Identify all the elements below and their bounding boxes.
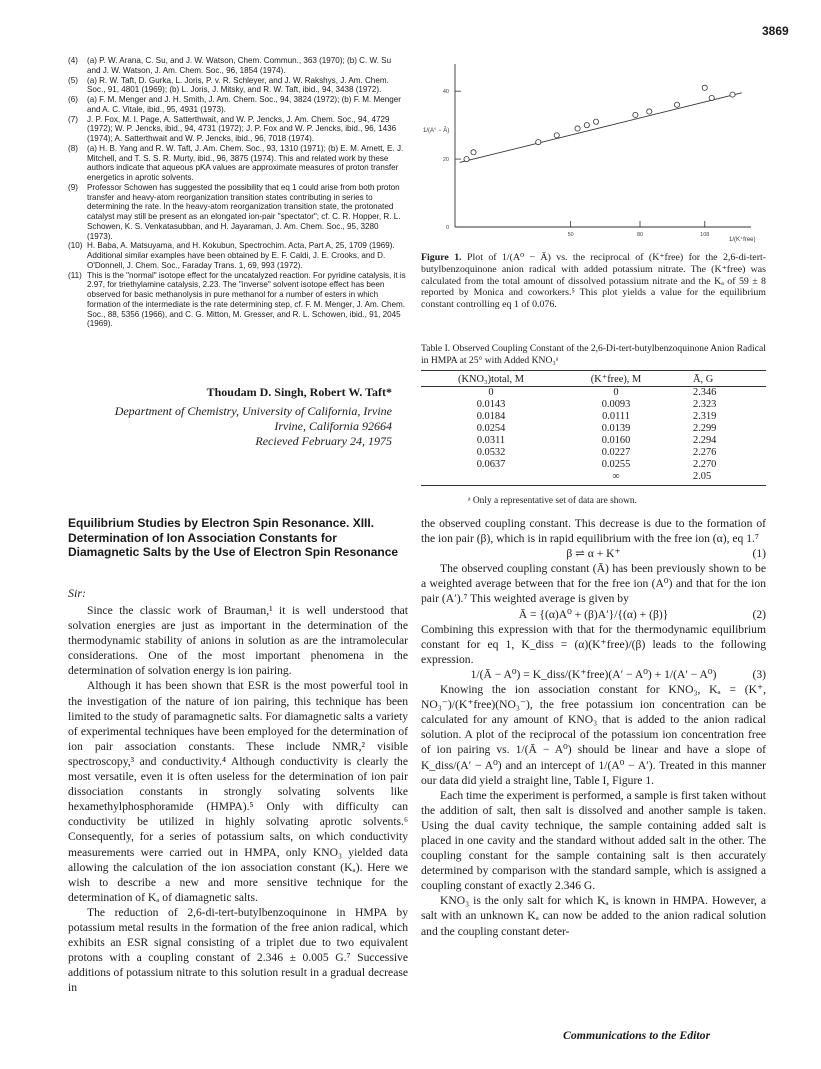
y-tick-label: 0 [445, 225, 449, 231]
paragraph: Knowing the ion association constant for KNO₃, Kₐ = (K⁺, NO₃⁻)/(K⁺free)(NO₃⁻), the free potassium ion concentration can be calculated for any amount of KNO₃ that is added to the anion radical solution. A plot of the reciprocal of the potassium ion concentration free of ion pairing vs. 1/(Ā − A⁰) should be linear and have a slope of K_diss/(A′ − A⁰) and an intercept of 1/(A⁰ − A′). Treated in this manner our data did yield a straight line, Table I, Figure 1. [421, 683, 766, 787]
data-point [674, 102, 679, 107]
reference-number: (11) [68, 270, 82, 280]
table-cell: 2.319 [693, 411, 717, 422]
paragraph: KNO₃ is the only salt for which Kₐ is known in HMPA. However, a salt with an unknown Kₐ can now be added to the anion radical solution and the coupling constant deter- [421, 894, 766, 938]
reference-number: (8) [68, 143, 78, 153]
table-cell: 0.0254 [476, 423, 506, 434]
data-point [647, 109, 652, 114]
y-axis-label: 1/(A° − Ā) [423, 128, 450, 134]
table-cell: 0.0160 [601, 435, 631, 446]
equation-2 [421, 607, 766, 622]
table-header-row [421, 371, 766, 387]
salutation: Sir: [68, 586, 86, 600]
reference-text: H. Baba, A. Matsuyama, and H. Kokubun, Spectrochim. Acta, Part A, 25, 1709 (1969). Additional similar examples have been obtained by E. F. Caldi, J. E. Crooks, and D. O'Donnell, J. Chem. Soc., Faraday Trans. 1, 69, 993 (1972). [87, 241, 395, 270]
x-tick-label: 50 [567, 232, 574, 238]
right-column-body [421, 516, 766, 939]
paragraph: Since the classic work of Brauman,¹ it is well understood that solvation energies are just as important in the determination of the thermodynamic stability of anions in solution as are the intramolecular considerations. One of the most important phenomena in the determination of solvation energy is ion pairing. [68, 604, 408, 678]
table-cell: 2.294 [693, 435, 717, 446]
equation-number: (3) [752, 667, 766, 681]
table-cell: 0.0184 [476, 411, 506, 422]
page-number: 3869 [762, 24, 789, 38]
data-point [471, 150, 476, 155]
reference [68, 95, 406, 115]
paragraph: The reduction of 2,6-di-tert-butylbenzoquinone in HMPA by potassium metal results in the formation of the free anion radical, which exhibits an ESR signal consisting of a triplet due to two equivalent protons with a coupling constant of 2.346 ± 0.005 G.⁷ Successive additions of potassium nitrate to this solution result in a gradual decrease in [68, 905, 408, 995]
table-row [421, 411, 766, 423]
data-table [421, 370, 766, 486]
reference-text: (a) P. W. Arana, C. Su, and J. W. Watson, Chem. Commun., 363 (1970); (b) C. W. Su and J. W. Watson, J. Am. Chem. Soc., 96, 1854 (1974). [87, 56, 392, 75]
reference-text: (a) R. W. Taft, D. Gurka, L. Joris, P. v. R. Schleyer, and J. W. Rakshys, J. Am. Chem. Soc., 91, 4801 (1969); (b) L. Joris, J. Mitsky, and R. W. Taft, ibid., 94, 3438 (1972). [87, 75, 389, 95]
table-cell: 0.0143 [476, 399, 506, 410]
equation-number: (1) [752, 547, 766, 561]
reference [68, 56, 406, 76]
reference-number: (4) [68, 56, 78, 65]
data-points [464, 85, 735, 162]
data-point [464, 156, 469, 161]
data-point [702, 85, 707, 90]
reference [68, 271, 406, 330]
author-list: Thoudam D. Singh, Robert W. Taft* [206, 385, 392, 399]
data-point [633, 112, 638, 117]
table-cell: 0.0637 [476, 459, 506, 470]
table-row [421, 423, 766, 435]
running-footer: Communications to the Editor [563, 1028, 711, 1042]
table-cell: 2.323 [693, 399, 717, 410]
table-cell: ∞ [561, 471, 671, 486]
reference-text: Professor Schowen has suggested the possibility that eq 1 could arise from both proton transfer and heavy-atom reorganization transition states contributing in series to determining the rate. In the heavy-atom reorganization transition state, the protonated catalyst may still be present as an elongated ion-pair "spectator"; cf. C. R. Hopper, R. L. Schowen, K. S. Venkatasubban, and H. Jayaraman, J. Am. Chem. Soc., 95, 3280 (1973). [87, 182, 401, 241]
table-cell: 2.346 [693, 387, 717, 398]
table-cell: 2.05 [671, 471, 766, 486]
paragraph: Each time the experiment is performed, a sample is first taken without the addition of salt, then salt is dissolved and another sample is taken. Using the dual cavity technique, the sample containing added salt is placed in one cavity and the standard without added salt in the other. The coupling constant for the sample containing salt is then accurately determined by comparison with the standard sample, which is assigned a coupling constant of exactly 2.346 G. [421, 788, 766, 893]
article-title: Equilibrium Studies by Electron Spin Resonance. XIII. Determination of Ion Association Constants for Diamagnetic Salts by the Use of Electron Spin Resonance [68, 516, 399, 560]
data-point [554, 133, 559, 138]
table-1 [421, 370, 766, 486]
table-row [421, 447, 766, 459]
y-tick-label: 20 [442, 157, 449, 164]
reference-text: (a) F. M. Menger and J. H. Smith, J. Am. Chem. Soc., 94, 3824 (1972); (b) F. M. Menger and A. C. Vitale, ibid., 95, 4931 (1973). [87, 95, 401, 114]
equation-3 [421, 667, 766, 682]
reference [68, 183, 406, 242]
reference-text: J. P. Fox, M. I. Page, A. Satterthwait, and W. P. Jencks, J. Am. Chem. Soc., 94, 4729 (1972); W. P. Jencks, ibid., 94, 4731 (1972); J. P. Fox and W. P. Jencks, ibid., 96, 1436 (1974); A. Satterthwait and W. P. Jencks, ibid., 96, 7018 (1974). [87, 114, 397, 143]
x-tick-label: 108 [700, 232, 710, 238]
paragraph: Although it has been shown that ESR is the most powerful tool in the investigation of the nature of ion pairing, this technique has been limited to the study of paramagnetic salts. For diamagnetic salts a variety of experimental techniques have been employed for the determination of ion pair association constants. These include NMR,² visible spectroscopy,³ and conductivity.⁴ Although conductivity is clearly the most versatile, even it is often useless for the determination of ion pair dissociation constants in strongly solvating solvents like hexamethylphosphoramide (HMPA).⁵ Only with difficulty can conductivity be utilized in highly solvating aprotic solvents.⁶ Consequently, for a series of potassium salts, on which conductivity measurements were carried out in HMPA, only KNO₃ yielded data allowing the calculation of the ion association constant (Kₐ). Here we wish to describe a new and more sensitive technique for the determination of Kₐ of diamagnetic salts. [68, 679, 408, 904]
table-row [421, 435, 766, 447]
table-cell: 2.276 [693, 447, 717, 458]
table-cell: 0.0111 [602, 411, 630, 422]
data-point [730, 92, 735, 97]
affiliation-line: Irvine, California 92664 [274, 418, 392, 433]
table-cell: 0.0532 [476, 447, 506, 458]
table-cell [421, 471, 561, 486]
paragraph: The observed coupling constant (Ā) has been previously shown to be a weighted average between that for the free ion (A⁰) and that for the ion pair (A′).⁷ This weighted average is given by [421, 562, 766, 606]
table-cell: 0.0227 [601, 447, 631, 458]
reference-number: (5) [68, 75, 78, 85]
column-header: Ā, G [671, 371, 766, 387]
left-column-body [68, 603, 408, 995]
figure-caption [421, 252, 766, 311]
reference-text: This is the "normal" isotope effect for the uncatalyzed reaction. For pyridine catalysis, it is 2.97, for triethylamine catalysis, 2.23. The "inverse" solvent isotope effect has been observed for basic methanolysis in pure methanol for a number of esters in which formation of the intermediate is the rate determining step, cf. F. M. Menger, J. Am. Chem. Soc., 88, 5356 (1966), and C. G. Mitton, M. Gresser, and R. L. Schowen, ibid., 91, 2045 (1969). [87, 270, 406, 329]
equation-1 [421, 546, 766, 561]
table-cell: 0 [613, 387, 619, 398]
reference [68, 144, 406, 183]
references [68, 56, 406, 329]
table-row [421, 459, 766, 471]
x-axis-label: 1/(K⁺free) [729, 237, 756, 243]
received-date: Recieved February 24, 1975 [255, 433, 392, 448]
table-cell: 2.299 [693, 423, 717, 434]
equation-text: Ā = {(α)A⁰ + (β)A′}/{(α) + (β)} [518, 607, 669, 621]
figure-caption-text: Plot of 1/(A⁰ − Ā) vs. the reciprocal of (K⁺free) for the 2,6-di-tert-butylbenzoquinone anion radical with added potassium nitrate. The (K⁺free) was calculated from the total amount of dissolved potassium nitrate and the Kₐ of 59 ± 8 reported by Monica and coworkers.⁵ This plot yields a value for the equilibrium constant controlling eq 1 of 0.076. [421, 252, 767, 311]
table-cell: 0.0093 [601, 399, 631, 410]
table-cell: 0 [488, 387, 494, 398]
paragraph: the observed coupling constant. This decrease is due to the formation of the ion pair (β), which is in rapid equilibrium with the free ion (α), eq 1.⁷ [421, 517, 766, 546]
reference-text: (a) H. B. Yang and R. W. Taft, J. Am. Chem. Soc., 93, 1310 (1971); (b) E. M. Arnett, E. J. Mitchell, and T. S. S. R. Murty, ibid., 96, 3875 (1974). This and related work by these authors indicate that aqueous pKA values are approximate measures of proton transfer energetics in aprotic solvents. [87, 143, 404, 182]
reference-number: (6) [68, 95, 78, 104]
table-row [421, 387, 766, 400]
table-footnote: ᵃ Only a representative set of data are shown. [468, 496, 637, 506]
table-cell: 0.0311 [476, 435, 506, 446]
figure-caption-label: Figure 1. [421, 252, 462, 263]
affiliation-line: Department of Chemistry, University of California, Irvine [114, 404, 392, 418]
table-cell: 0.0255 [601, 459, 631, 470]
equation-text: β ⇌ α + K⁺ [566, 547, 621, 561]
data-point [584, 123, 589, 128]
data-point [593, 119, 598, 124]
reference-number: (9) [68, 182, 78, 192]
y-tick-label: 40 [442, 89, 449, 96]
table-cell: 2.270 [693, 459, 717, 470]
affiliation [66, 404, 392, 448]
reference [68, 115, 406, 144]
data-point [575, 126, 580, 131]
reference [68, 241, 406, 270]
scatter-plot [421, 50, 766, 246]
table-caption: Table I. Observed Coupling Constant of the 2,6-Di-tert-butylbenzoquinone Anion Radical in HMPA at 25° with Added KNO₃ᵃ [421, 343, 766, 366]
reference-number: (10) [68, 241, 83, 251]
table-row [421, 471, 766, 486]
table-row [421, 399, 766, 411]
figure-1 [421, 50, 766, 246]
data-point [709, 95, 714, 100]
plot-ticks [443, 89, 709, 238]
reference-number: (7) [68, 114, 78, 124]
x-tick-label: 80 [636, 232, 644, 238]
column-header: (K⁺free), M [561, 371, 671, 387]
paragraph: Combining this expression with that for the thermodynamic equilibrium constant for eq 1, K_diss = (α)(K⁺free)/(β) leads to the following expression. [421, 622, 766, 666]
fit-line [460, 93, 742, 163]
column-header: (KNO₃)total, M [421, 371, 561, 387]
data-point [536, 140, 541, 145]
table-cell: 0.0139 [601, 423, 631, 434]
equation-text: 1/(Ā − A⁰) = K_diss/(K⁺free)(A′ − A⁰) + 1/(A′ − A⁰) [470, 667, 717, 681]
equation-number: (2) [752, 607, 766, 621]
reference [68, 76, 406, 96]
